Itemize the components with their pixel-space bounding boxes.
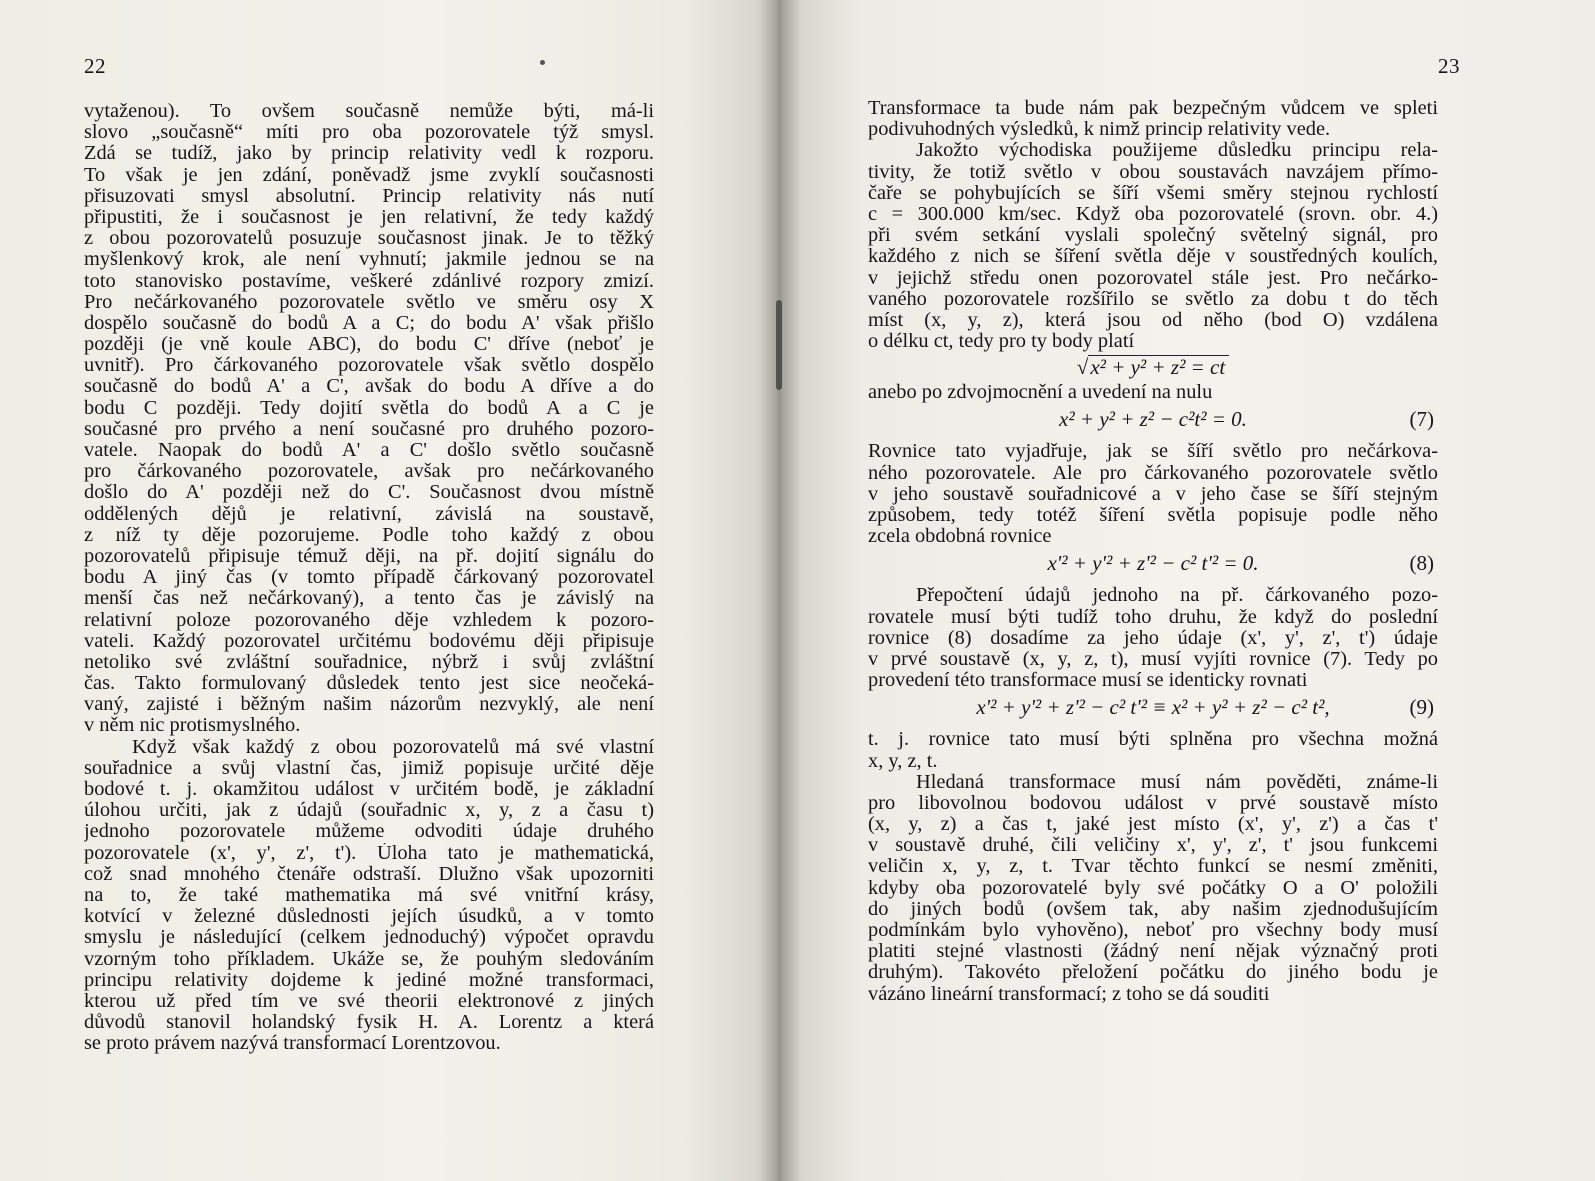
text-line: dospělo současně do bodů A a C; do bodu A' však přišlo: [84, 312, 654, 334]
text-line: přisuzovati smysl absolutní. Princip relativity nás nutí: [84, 185, 654, 207]
left-page-body: [84, 101, 654, 1054]
text-line: oddělených dějů je relativní, závislá na soustavě,: [84, 503, 654, 525]
text-line: o délku ct, tedy pro ty body platí: [868, 331, 1135, 353]
text-line: současné pro prvého a není současné pro druhého pozoro-: [84, 418, 654, 440]
equation-9: [868, 691, 1438, 723]
text-line: vatele. Naopak do bodů A' a C' došlo světlo současně: [84, 440, 654, 461]
text-line: (x, y, z) a čas t, jaké jest místo (x', y', z') a čas t': [868, 814, 1438, 836]
equation-7: [868, 403, 1438, 435]
print-mark: [540, 60, 545, 65]
text-line: což snad mnohého čtenáře odstraší. Dlužno však upozorniti: [84, 863, 654, 885]
text-line: myšlenkový krok, ale není vyhnutí; jakmile jednou se na: [84, 249, 654, 271]
text-line: pro čárkovaného pozorovatele, avšak pro nečárkovaného: [84, 461, 654, 483]
text-line: slovo „současně“ míti pro oba pozorovatele týž smysl.: [84, 122, 654, 144]
text-line: do jiných bodů (ovšem tak, aby našim zjednodušujícím: [868, 898, 1438, 920]
text-line: c = 300.000 km/sec. Když oba pozorovatelé (srovn. obr. 4.): [868, 203, 1438, 225]
text-line: kterou už před tím ve své theorii elektronové z jiných: [84, 990, 654, 1012]
text-line: netoliko své zvláštní souřadnice, nýbrž i svůj zvláštní: [84, 651, 654, 673]
text-line: kdyby oba pozorovatelé byly své počátky O a O' položili: [868, 877, 1438, 899]
text-line: Pro nečárkovaného pozorovatele světlo ve směru osy X: [84, 291, 654, 313]
text-line: způsobem, tedy totéž šíření světla popisuje podle něho: [868, 505, 1438, 526]
formula-sqrt-text: x² + y² + z² = ct: [1088, 355, 1229, 378]
text-line: druhým). Takovéto přeložení počátku do jiného bodu je: [868, 962, 1438, 984]
text-line: tivity, že totiž světlo v obou soustavách navzájem přímo-: [868, 161, 1438, 183]
text-line: vateli. Každý pozorovatel určitému bodovému ději připisuje: [84, 630, 654, 652]
text-line: Zdá se tudíž, jako by princip relativity vedl k rozporu.: [84, 143, 654, 165]
binding-crease: [776, 300, 782, 390]
text-line: toto stanovisko postavíme, veškeré zdánlivé rozpory zmizí.: [84, 270, 654, 292]
text-line: podmínkám bylo vyhověno), neboť pro všechny body musí: [868, 920, 1438, 941]
text-line: platiti stejné vlastnosti (žádný není nějak význačný proti: [868, 941, 1438, 963]
text-line: došlo do A' později než do C'. Současnost dvou místně: [84, 482, 654, 504]
text-line: v jeho soustavě souřadnicové a v jeho čase se šíří stejným: [868, 483, 1438, 505]
equation-9-text: x'² + y'² + z'² − c² t'² ≡ x² + y² + z² − c² t²,: [976, 695, 1330, 720]
book-gutter: [760, 0, 800, 1181]
text-line: vaný, zajisté i běžným našim názorům nezvyklý, ale není: [84, 694, 654, 716]
text-line: podivuhodných výsledků, k nimž princip relativity vede.: [868, 119, 1331, 141]
text-line: bodu A jiný čas (v tomto případě čárkovaný pozorovatel: [84, 567, 654, 589]
text-line: anebo po zdvojmocnění a uvedení na nulu: [868, 382, 1213, 404]
text-line: relativní poloze pozorovaného děje vzhledem k pozoro-: [84, 609, 654, 631]
text-line: současně do bodů A' a C', avšak do bodu A dříve a do: [84, 376, 654, 398]
text-line: smyslu je následující (celkem jednoduchý) výpočet opravdu: [84, 927, 654, 949]
text-line: se proto právem nazývá transformací Lorentzovou.: [84, 1033, 501, 1055]
text-line: vytaženou). To ovšem současně nemůže býti, má-li: [84, 101, 654, 122]
text-line: v soustavě druhé, čili veličiny x', y', z', t' jsou funkcemi: [868, 835, 1438, 857]
right-page-body: [868, 98, 1438, 1005]
text-line: z níž ty děje pozorujeme. Podle toho každý z obou: [84, 524, 654, 546]
text-line: úlohou určiti, jak z údajů (souřadnic x, y, z a času t): [84, 800, 654, 822]
text-line: bodu C později. Tedy dojití světla do bodů A a C je: [84, 397, 654, 419]
right-page: [778, 0, 1595, 1181]
text-line: t. j. rovnice tato musí býti splněna pro všechna možná: [868, 729, 1438, 751]
text-line: Transformace ta bude nám pak bezpečným vůdcem ve spleti: [868, 98, 1438, 119]
text-line: provedení této transformace musí se identicky rovnati: [868, 670, 1308, 692]
text-line: v prvé soustavě (x, y, z, t), musí vyjíti rovnice (7). Tedy po: [868, 648, 1438, 670]
text-line: připustiti, že i současnost je jen relativní, že tedy každý: [84, 206, 654, 228]
text-line: každého z nich se šíření světla děje v soustředných koulích,: [868, 246, 1438, 268]
text-line: míst (x, y, z), která jsou od něho (bod O) vzdálena: [868, 309, 1438, 331]
formula-sqrt: √x² + y² + z² = ct: [868, 352, 1438, 382]
text-line: důvodů stanovil holandský fysik H. A. Lorentz a která: [84, 1012, 654, 1034]
equation-8: [868, 547, 1438, 579]
text-line: principu relativity dojdeme k jediné možné transformaci,: [84, 969, 654, 991]
text-line: jednoho pozorovatele můžeme odvoditi údaje druhého: [84, 821, 654, 843]
text-line: vzorným toho příkladem. Ukáže se, že pouhým sledováním: [84, 948, 654, 970]
text-line: bodové t. j. okamžitou událost v určitém bodě, je základní: [84, 779, 654, 800]
text-line: při svém setkání vyslali společný světelný signál, pro: [868, 225, 1438, 247]
text-line: na to, že také mathematika má své vnitřní krásy,: [84, 884, 654, 906]
text-line: veličin x, y, z, t. Tvar těchto funkcí se nesmí změniti,: [868, 856, 1438, 878]
text-line: později (je vně koule ABC), do bodu C' dříve (neboť je: [84, 334, 654, 356]
text-line: čaře se pohybujících se šíří všemi směry stejnou rychlostí: [868, 182, 1438, 204]
text-line: Jakožto východiska použijeme důsledku principu rela-: [916, 140, 1438, 162]
page-number: 23: [1438, 54, 1460, 78]
left-page: [0, 0, 778, 1181]
text-line: rovnice (8) dosadíme za jeho údaje (x', y', z', t') údaje: [868, 627, 1438, 649]
text-line: čas. Takto formulovaný důsledek tento jest sice neočeká-: [84, 673, 654, 695]
text-line: vaného pozorovatele rozšířilo se světlo za dobu t do těch: [868, 288, 1438, 310]
equation-7-text: x² + y² + z² − c²t² = 0.: [1059, 407, 1247, 432]
text-line: z obou pozorovatelů posuzuje současnost jinak. Je to těžký: [84, 228, 654, 250]
text-line: pozorovatelů připisuje témuž ději, na př. dojití signálu do: [84, 545, 654, 567]
text-line: kotvící v železné důslednosti jejích úsudků, a v tomto: [84, 906, 654, 928]
text-line: To však je jen zdání, poněvadž jsme zvyklí současnosti: [84, 164, 654, 186]
equation-number: (9): [1409, 695, 1434, 720]
text-line: pozorovatele (x', y', z', t'). Úloha tato je mathematická,: [84, 842, 654, 864]
text-line: Rovnice tato vyjadřuje, jak se šíří světlo pro nečárkova-: [868, 441, 1438, 463]
equation-number: (7): [1409, 407, 1434, 432]
equation-8-text: x'² + y'² + z'² − c² t'² = 0.: [1047, 551, 1259, 576]
text-line: uvnitř). Pro čárkovaného pozorovatele však světlo dospělo: [84, 355, 654, 377]
equation-number: (8): [1409, 551, 1434, 576]
text-line: ného pozorovatele. Ale pro čárkovaného pozorovatele světlo: [868, 462, 1438, 484]
text-line: zcela obdobná rovnice: [868, 526, 1052, 548]
text-line: v jejichž středu onen pozorovatel stále jest. Pro nečárko-: [868, 267, 1438, 289]
text-line: souřadnice a svůj vlastní čas, jimiž popisuje určité děje: [84, 757, 654, 779]
text-line: menší čas než nečárkovaný), a tento čas je závislý na: [84, 588, 654, 610]
text-line: pro libovolnou bodovou událost v prvé soustavě místo: [868, 792, 1438, 814]
text-line: v něm nic protismyslného.: [84, 715, 301, 737]
text-line: Hledaná transformace musí nám pověděti, známe-li: [916, 771, 1438, 793]
text-line: Přepočtení údajů jednoho na př. čárkovaného pozo-: [916, 585, 1438, 607]
text-line: Když však každý z obou pozorovatelů má své vlastní: [132, 736, 654, 758]
page-number: 22: [84, 54, 106, 78]
text-line: x, y, z, t.: [868, 750, 938, 772]
text-line: vázáno lineární transformací; z toho se dá souditi: [868, 983, 1270, 1005]
text-line: rovatele musí býti tudíž toho druhu, že když do poslední: [868, 606, 1438, 628]
